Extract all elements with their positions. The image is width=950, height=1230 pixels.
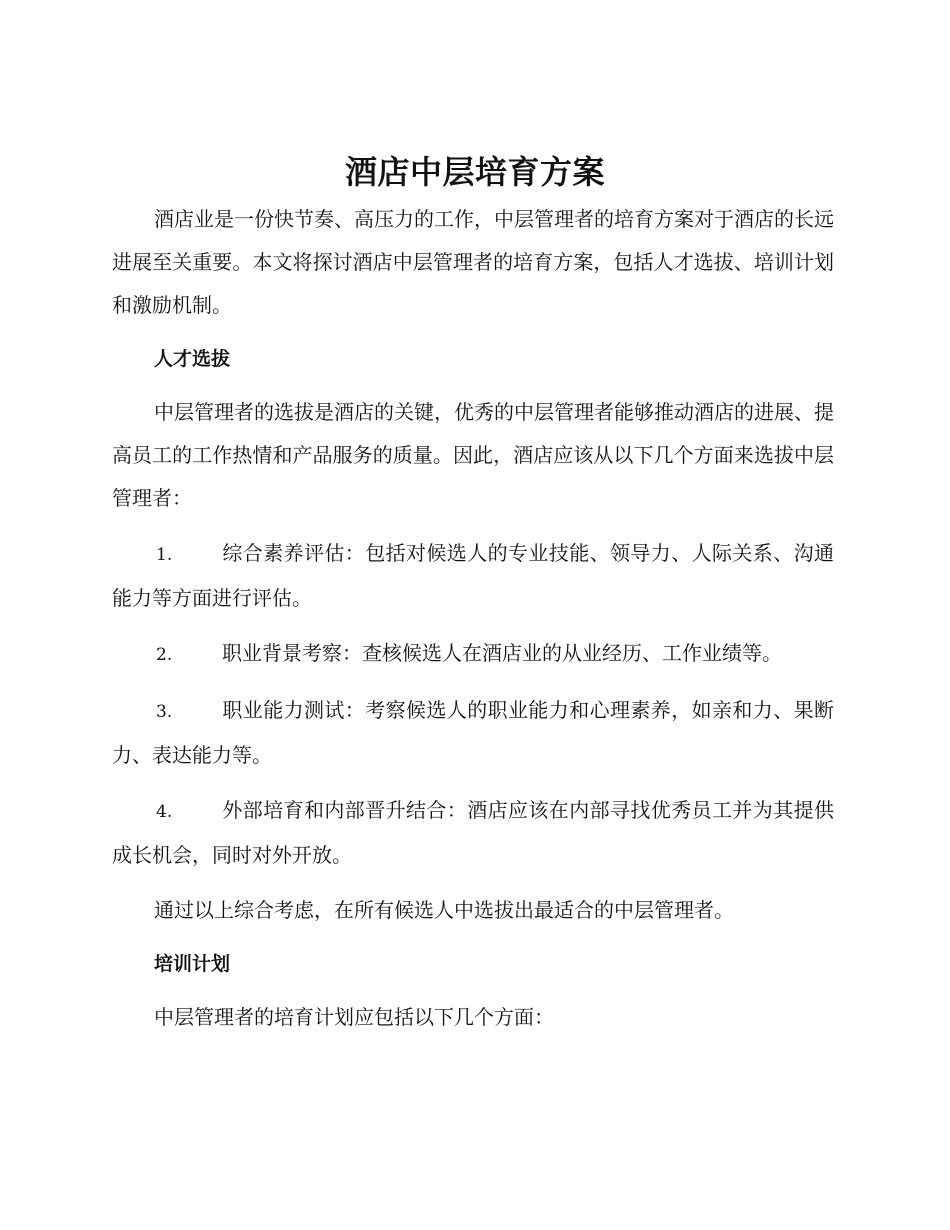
- list-number: 4.: [156, 802, 173, 822]
- list-item: [112, 632, 834, 677]
- training-plan-paragraph: 中层管理者的培育计划应包括以下几个方面：: [154, 1005, 554, 1029]
- list-text: 职业背景考察：查核候选人在酒店业的从业经历、工作业绩等。: [222, 641, 782, 665]
- section-heading-training-plan: 培训计划: [154, 953, 231, 975]
- section-heading-talent-selection: 人才选拔: [154, 348, 231, 370]
- spacer: [112, 520, 834, 532]
- document-body: [112, 198, 834, 1039]
- list-number: 1.: [156, 545, 173, 565]
- list-text: 职业能力测试：考察候选人的职业能力和心理素养，如亲和力、果断力、表达能力等。: [112, 698, 834, 767]
- list-item: [112, 689, 834, 777]
- talent-selection-paragraph: 中层管理者的选拔是酒店的关键，优秀的中层管理者能够推动酒店的进展、提高员工的工作热情和产品服务的质量。因此，酒店应该从以下几个方面来选拔中层管理者：: [112, 400, 834, 510]
- intro-paragraph: 酒店业是一份快节奏、高压力的工作，中层管理者的培育方案对于酒店的长远进展至关重要。本文将探讨酒店中层管理者的培育方案，包括人才选拔、培训计划和激励机制。: [112, 207, 834, 317]
- document-title: 酒店中层培育方案: [344, 153, 605, 191]
- list-text: 外部培育和内部晋升结合：酒店应该在内部寻找优秀员工并为其提供成长机会，同时对外开放。: [112, 798, 834, 867]
- list-text: 综合素养评估：包括对候选人的专业技能、领导力、人际关系、沟通能力等方面进行评估。: [112, 541, 834, 610]
- list-item: [112, 532, 834, 620]
- talent-selection-conclusion: 通过以上综合考虑，在所有候选人中选拔出最适合的中层管理者。: [154, 898, 734, 922]
- list-number: 2.: [156, 645, 173, 665]
- list-number: 3.: [156, 702, 173, 722]
- list-item: [112, 789, 834, 877]
